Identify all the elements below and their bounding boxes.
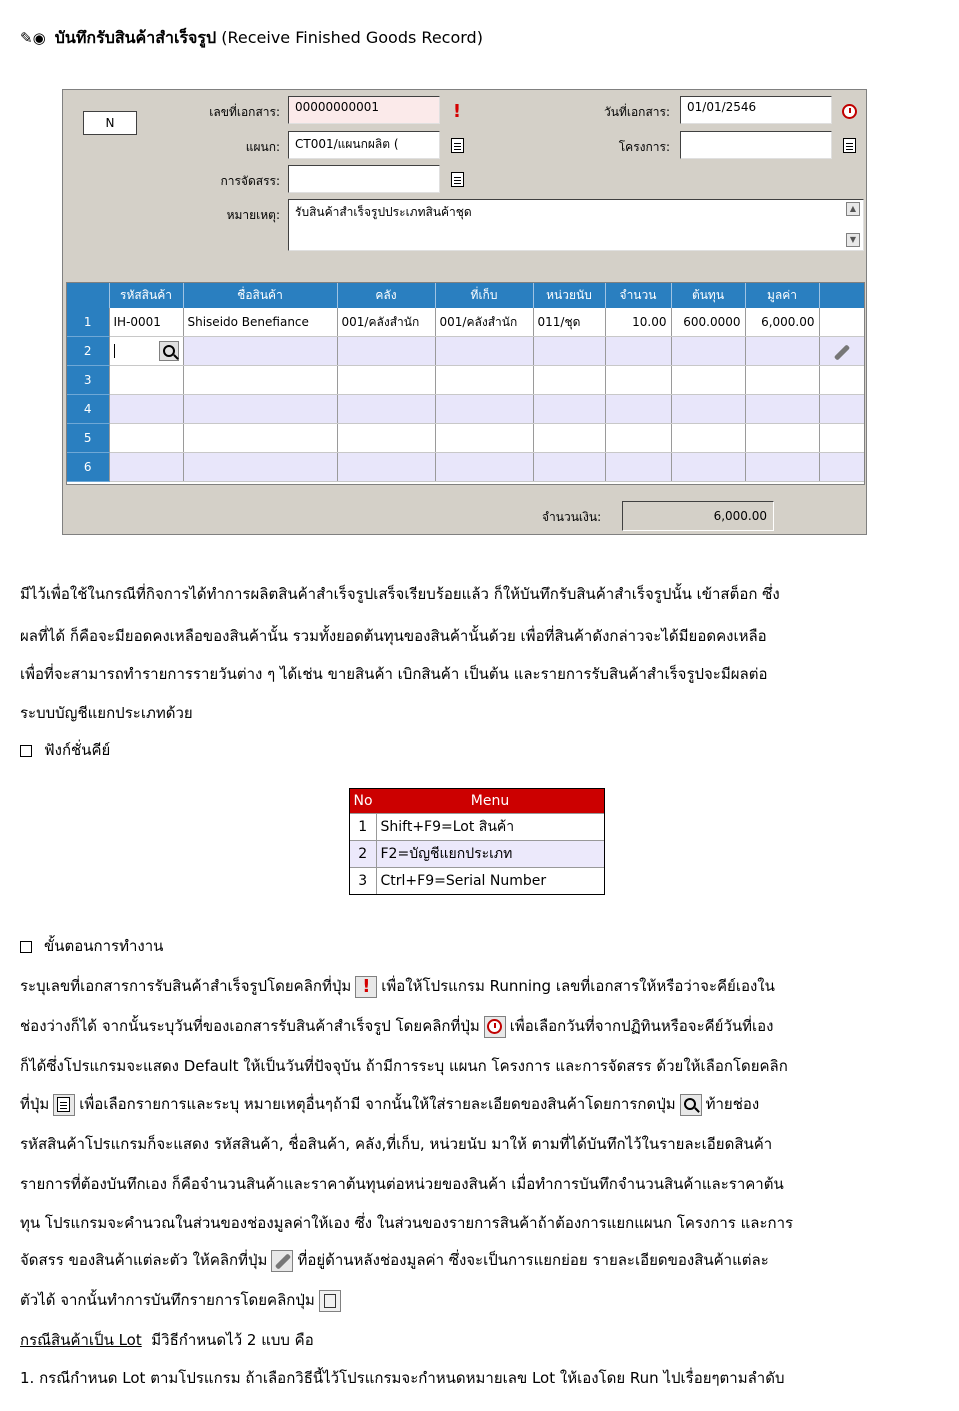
col-header-name[interactable]: ชื่อสินค้า	[183, 283, 337, 308]
cell-value	[745, 366, 819, 395]
menu-item-label[interactable]: Shift+F9=Lot สินค้า	[376, 814, 604, 841]
steps-line-2: ช่องว่างก็ได้ จากนั้นระบุวันที่ของเอกสารรับสินค้าสำเร็จรูป โดยคลิกที่ปุ่ม เพื่อเลือกวันที่จากปฏิทินหรือจะคีย์วันที่เอง	[20, 1014, 773, 1038]
cell-qty[interactable]	[605, 453, 671, 482]
cell-value: 6,000.00	[745, 308, 819, 337]
lot-item-1: 1. กรณีกำหนด Lot ตามโปรแกรม ถ้าเลือกวิธีนี้ไว้โปรแกรมจะกำหนดหมายเลข Lot ให้เองโดย Run ไปเรื่อยๆตามลำดับ	[20, 1369, 785, 1387]
dept-lookup-button[interactable]	[446, 134, 468, 156]
cell-warehouse[interactable]	[337, 366, 435, 395]
steps-line-8: จัดสรร ของสินค้าแต่ละตัว ให้คลิกที่ปุ่ม ที่อยู่ด้านหลังช่องมูลค่า ซึ่งจะเป็นการแยกย่อย รายละเอียดของสินค้าแต่ละ	[20, 1248, 769, 1272]
row-number: 1	[67, 308, 109, 337]
row-number: 2	[67, 337, 109, 366]
lot-heading: กรณีสินค้าเป็น Lot มีวิธีกำหนดไว้ 2 แบบ คือ	[20, 1331, 314, 1349]
title-thai: บันทึกรับสินค้าสำเร็จรูป	[54, 28, 217, 47]
cell-name[interactable]	[183, 366, 337, 395]
cell-unit[interactable]	[533, 395, 605, 424]
table-row[interactable]	[67, 453, 864, 482]
col-header-blank	[819, 283, 864, 308]
document-button-icon	[53, 1094, 75, 1116]
row-number: 4	[67, 395, 109, 424]
cell-extra	[819, 424, 864, 453]
row-number: 3	[67, 366, 109, 395]
cell-warehouse[interactable]: 001/คลังสำนัก	[337, 308, 435, 337]
scroll-up-icon[interactable]: ▲	[846, 202, 860, 216]
search-item-button[interactable]	[159, 341, 179, 361]
cell-location[interactable]	[435, 453, 533, 482]
cell-extra	[819, 366, 864, 395]
exclamation-button-icon	[355, 976, 377, 998]
col-header-warehouse[interactable]: คลัง	[337, 283, 435, 308]
cell-warehouse[interactable]	[337, 453, 435, 482]
cell-location[interactable]	[435, 424, 533, 453]
col-header-no	[67, 283, 109, 308]
cell-unit[interactable]	[533, 453, 605, 482]
col-header-unit[interactable]: หน่วยนับ	[533, 283, 605, 308]
cell-code[interactable]	[109, 395, 183, 424]
title-english: (Receive Finished Goods Record)	[221, 28, 483, 47]
cell-qty[interactable]	[605, 424, 671, 453]
steps-line-5: รหัสสินค้าโปรแกรมก็จะแสดง รหัสสินค้า, ชื่อสินค้า, คลัง,ที่เก็บ, หน่วยนับ มาให้ ตามที่ได้บันทึกไว้ในรายละเอียดสินค้า	[20, 1135, 773, 1153]
cell-unit[interactable]	[533, 424, 605, 453]
steps-line-1: ระบุเลขที่เอกสารการรับสินค้าสำเร็จรูปโดยคลิกที่ปุ่ม! เพื่อให้โปรแกรม Running เลขที่เอกสารให้หรือว่าจะคีย์เองใน	[20, 974, 775, 998]
save-disk-icon	[319, 1290, 341, 1312]
doc-date-field[interactable]: 01/01/2546	[680, 96, 832, 124]
col-header-qty[interactable]: จำนวน	[605, 283, 671, 308]
cell-unit[interactable]	[533, 337, 605, 366]
cell-warehouse[interactable]	[337, 337, 435, 366]
menu-item[interactable]	[350, 841, 604, 868]
menu-item-label[interactable]: F2=บัญชีแยกประเภท	[376, 841, 604, 868]
remark-textarea[interactable]: รับสินค้าสำเร็จรูปประเภทสินค้าชุด	[288, 199, 864, 251]
amount-label: จำนวนเงิน:	[542, 510, 602, 524]
cell-warehouse[interactable]	[337, 424, 435, 453]
table-row[interactable]	[67, 308, 864, 337]
cell-name[interactable]	[183, 337, 337, 366]
cell-code-editing[interactable]	[109, 337, 183, 366]
cell-code[interactable]	[109, 424, 183, 453]
steps-line-6: รายการที่ต้องบันทึกเอง ก็คือจำนวนสินค้าและราคาต้นทุนต่อหน่วยของสินค้า เมื่อทำการบันทึกจำนวนสินค้าและราคาต้น	[20, 1175, 784, 1193]
remark-label: หมายเหตุ:	[226, 208, 280, 222]
menu-col-menu: Menu	[376, 789, 604, 814]
table-row[interactable]	[67, 366, 864, 395]
table-row[interactable]	[67, 395, 864, 424]
menu-item[interactable]	[350, 814, 604, 841]
cell-name[interactable]	[183, 395, 337, 424]
col-header-location[interactable]: ที่เก็บ	[435, 283, 533, 308]
exclamation-icon: !	[452, 100, 462, 122]
intro-line-3: เพื่อที่จะสามารถทำรายการรายวันต่าง ๆ ได้เช่น ขายสินค้า เบิกสินค้า เป็นต้น และรายการรับสินค้าสำเร็จรูปจะมีผลต่อ	[20, 665, 768, 683]
cell-extra	[819, 395, 864, 424]
menu-item-no: 3	[350, 868, 376, 895]
cell-value	[745, 424, 819, 453]
text-cursor	[114, 344, 115, 358]
cell-cost[interactable]	[671, 366, 745, 395]
document-icon	[451, 138, 464, 153]
pencil-button-icon	[271, 1250, 293, 1272]
cell-name[interactable]	[183, 424, 337, 453]
doc-no-label: เลขที่เอกสาร:	[209, 105, 280, 119]
steps-line-7: ทุน โปรแกรมจะคำนวณในส่วนของช่องมูลค่าให้เอง ซึ่ง ในส่วนของรายการสินค้าถ้าต้องการแยกแผนก โครงการ และการ	[20, 1214, 794, 1232]
mode-indicator: N	[83, 111, 137, 135]
dept-field[interactable]: CT001/แผนกผลิต (	[288, 131, 440, 159]
steps-heading: ขั้นตอนการทำงาน	[20, 934, 163, 958]
cell-location[interactable]	[435, 395, 533, 424]
table-row[interactable]	[67, 424, 864, 453]
steps-line-9: ตัวได้ จากนั้นทำการบันทึกรายการโดยคลิกปุ่ม	[20, 1288, 345, 1312]
cell-cost[interactable]: 600.0000	[671, 308, 745, 337]
grid-header-row	[67, 283, 864, 308]
cell-extra	[819, 308, 864, 337]
cell-name[interactable]	[183, 453, 337, 482]
row-number: 5	[67, 424, 109, 453]
cell-value	[745, 337, 819, 366]
checkbox-bullet-icon	[20, 941, 32, 953]
cell-location[interactable]: 001/คลังสำนัก	[435, 308, 533, 337]
item-grid	[66, 282, 865, 485]
clock-button-icon	[484, 1016, 506, 1038]
col-header-value[interactable]: มูลค่า	[745, 283, 819, 308]
cell-qty[interactable]	[605, 337, 671, 366]
calendar-button[interactable]	[838, 100, 860, 122]
doc-no-field[interactable]: 00000000001	[288, 96, 440, 124]
allocation-field[interactable]	[288, 165, 440, 193]
function-key-heading: ฟังก์ชั่นคีย์	[20, 738, 110, 762]
project-label: โครงการ:	[618, 140, 670, 154]
cell-cost[interactable]	[671, 395, 745, 424]
dept-label: แผนก:	[245, 140, 280, 154]
cell-code[interactable]	[109, 453, 183, 482]
function-key-menu	[349, 788, 605, 895]
cell-qty[interactable]	[605, 366, 671, 395]
scroll-down-icon[interactable]: ▼	[846, 233, 860, 247]
cell-code[interactable]: IH-0001	[109, 308, 183, 337]
menu-col-no: No	[350, 789, 376, 814]
cell-qty[interactable]	[605, 395, 671, 424]
cell-code[interactable]	[109, 366, 183, 395]
col-header-code[interactable]: รหัสสินค้า	[109, 283, 183, 308]
cell-warehouse[interactable]	[337, 395, 435, 424]
menu-item-label[interactable]: Ctrl+F9=Serial Number	[376, 868, 604, 895]
cell-value	[745, 395, 819, 424]
cell-location[interactable]	[435, 337, 533, 366]
steps-line-3: ก็ได้ซึ่งโปรแกรมจะแสดง Default ให้เป็นวันที่ปัจจุบัน ถ้ามีการระบุ แผนก โครงการ และการจัดสรร ด้วยให้เลือกโดยคลิก	[20, 1057, 788, 1075]
clock-icon	[842, 104, 857, 119]
split-detail-button[interactable]	[819, 337, 864, 366]
checkbox-bullet-icon	[20, 745, 32, 757]
menu-item-no: 2	[350, 841, 376, 868]
col-header-cost[interactable]: ต้นทุน	[671, 283, 745, 308]
intro-line-2: ผลที่ได้ ก็คือจะมียอดคงเหลือของสินค้านั้น รวมทั้งยอดต้นทุนของสินค้านั้นด้วย เพื่อที่สินค้าดังกล่าวจะได้มียอดคงเหลือ	[20, 627, 767, 645]
cell-cost[interactable]	[671, 424, 745, 453]
page-title	[20, 26, 483, 51]
row-number: 6	[67, 453, 109, 482]
document-icon	[451, 172, 464, 187]
magnifier-button-icon	[680, 1094, 702, 1116]
pencil-eye-icon: ✎◉	[20, 29, 46, 47]
cell-location[interactable]	[435, 366, 533, 395]
menu-item-no: 1	[350, 814, 376, 841]
menu-item[interactable]	[350, 868, 604, 895]
cell-name[interactable]: Shiseido Benefiance	[183, 308, 337, 337]
cell-unit[interactable]	[533, 366, 605, 395]
project-field[interactable]	[680, 131, 832, 159]
running-number-button[interactable]	[446, 100, 468, 122]
document-icon	[843, 138, 856, 153]
cell-value	[745, 453, 819, 482]
allocation-lookup-button[interactable]	[446, 168, 468, 190]
magnifier-icon	[163, 345, 175, 357]
amount-field: 6,000.00	[622, 501, 774, 531]
allocation-label: การจัดสรร:	[220, 174, 280, 188]
pencil-icon	[833, 344, 849, 360]
table-row[interactable]	[67, 337, 864, 366]
cell-unit[interactable]: 011/ชุด	[533, 308, 605, 337]
cell-extra	[819, 453, 864, 482]
intro-line-1: มีไว้เพื่อใช้ในกรณีที่กิจการได้ทำการผลิตสินค้าสำเร็จรูปเสร็จเรียบร้อยแล้ว ก็ให้บันทึกรับสินค้าสำเร็จรูปนั้น เข้าสต็อก ซึ่ง	[20, 585, 780, 603]
cell-qty[interactable]: 10.00	[605, 308, 671, 337]
cell-cost[interactable]	[671, 337, 745, 366]
project-lookup-button[interactable]	[838, 134, 860, 156]
doc-date-label: วันที่เอกสาร:	[604, 105, 670, 119]
cell-cost[interactable]	[671, 453, 745, 482]
steps-line-4: ที่ปุ่ม เพื่อเลือกรายการและระบุ หมายเหตุอื่นๆถ้ามี จากนั้นให้ใส่รายละเอียดของสินค้าโดยการกดปุ่ม ท้ายช่อง	[20, 1092, 759, 1116]
intro-line-4: ระบบบัญชีแยกประเภทด้วย	[20, 704, 193, 722]
